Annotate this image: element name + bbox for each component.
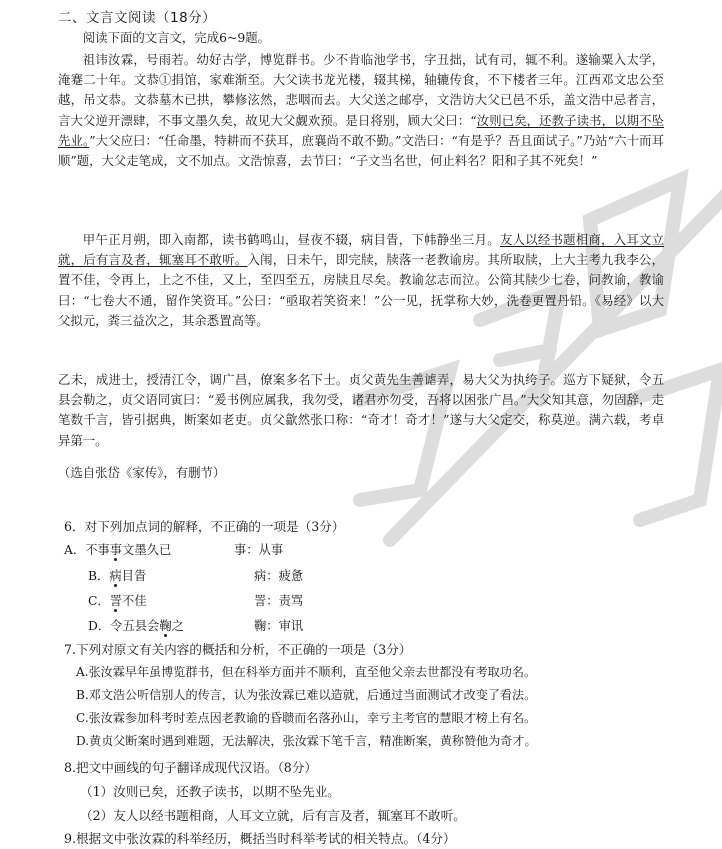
passage-source: （选自张岱《家传》，有删节）: [58, 465, 226, 480]
q7-option-c: C.张汝霖参加科考时差点因老教谕的昏聩而名落孙山，幸亏主考官的慧眼才榜上有名。: [76, 711, 537, 725]
q7-stem: 7.下列对原文有关内容的概括和分析，不正确的一项是（3分）: [64, 642, 412, 657]
passage-paragraph-2: 甲午正月朔，即入南都，读书鹤鸣山，昼夜不辍，病目眚，下帏静坐三月。友人以经书题相商，入耳文立就，后有言及者，辄塞耳不敢听。入闱，日未午，即完牍，牍落一老教谕房。其所取牍，上大主考九我李公，置不佳，令再上，上之不佳，又上，至四至五，房牍且尽矣。教谕忿志而泣。公简其牍少七卷，问教谕，教谕曰：“七卷大不通，留作笑资耳。”公曰：“亟取若笑资来！”公一见，抚掌称大妙，洗卷更置丹铅。《易经》以大父拟元，粪三益次之，其余悉置高等。: [58, 232, 665, 328]
passage-paragraph-1: 祖讳汝霖，号雨若。幼好古学，博览群书。少不肯临池学书，字丑拙，试有司，辄不利。遂输粟入太学，淹蹇二十年。文恭①捐馆，家难渐至。大父读书龙光楼，辍其梯，轴辘传食，不下楼者三年。江西邓文忠公至越，吊文恭。文恭墓木已拱，攀修泫然，悲咽而去。大父送之邮亭，文浩访大父已邑不乐，盖文浩中忌者言，言大父逆开漂肆，不事文墨久矣，故见大父觑欢预。是日将别，顾大父曰：“汝则已矣，还教子读书，以期不坠先业。”大父应曰：“任命墨，特耕而不获耳，庶襄尚不敢不勤。”文浩曰：“有是乎？吾且面试子。”乃站“六十而耳顺”题，大父走笔成，文不加点。文浩惊喜，去节曰：“子文当名世，何止料名？阳和子其不死矣！”: [58, 52, 665, 169]
underlined-sentence-1: 汝则已矣，还教子读书，以期不坠先业。: [58, 112, 665, 148]
q7-option-a: A.张汝霖早年虽博览群书，但在科举方面并不顺利，直至他父亲去世都没有考取功名。: [76, 665, 537, 679]
q6-gloss-a: 事：从事: [234, 543, 284, 557]
q8-item-1: （1）汝则已矣，还教子读书，以期不坠先业。: [80, 784, 340, 799]
instruction-text: 阅读下面的文言文，完成6~9题。: [82, 30, 271, 45]
q6-option-d: D．令五县会鞠之: [88, 619, 184, 633]
q8-item-2: （2）友人以经书题相商，人耳文立就，后有言及者，辄塞耳不敢听。: [80, 808, 466, 823]
q6-gloss-b: 病：疲惫: [254, 569, 304, 583]
q7-option-d: D.黄贞父断案时遇到难题，无法解决，张汝霖下笔千言，精准断案，黄称赞他为奇才。: [76, 734, 537, 748]
q6-option-b: B．病目眚: [88, 569, 147, 583]
underlined-sentence-2: 友人以经书题相商，入耳文立就，后有言及者，辄塞耳不敢听。: [58, 232, 665, 268]
passage-paragraph-3: 乙未，成进士，授清江令，调广昌，僚案多名下士。贞父黄先生善谑弄，易大父为执绔子。巡方下疑狱，令五县会勒之，贞父语同寅曰：“爰书例应属我，我勿受，诸君亦勿受，吾将以困张广昌。”大父知其意，勿固辞，走笔数千言，皆引据典，断案如老吏。贞父歙然张口称：“奇才！奇才！”遂与大父定交，称莫逆。满六载，考卓异第一。: [58, 372, 664, 448]
q6-option-c: C．詈不佳: [88, 594, 147, 608]
q6-gloss-d: 鞠：审讯: [254, 619, 304, 633]
q6-stem: 6．对下列加点词的解释，不正确的一项是（3分）: [64, 519, 345, 534]
q6-option-a: A．不事事文墨久已: [64, 543, 172, 557]
section-heading: 二、文言文阅读（18分）: [58, 10, 217, 26]
q7-option-b: B.邓文浩公听信别人的传言，认为张汝霖已难以造就，后通过当面测试才改变了看法。: [76, 688, 537, 702]
q6-gloss-c: 詈：责骂: [254, 594, 304, 608]
q8-stem: 8.把文中画线的句子翻译成现代汉语。（8分）: [64, 760, 318, 775]
q9-stem: 9.根据文中张汝霖的科举经历，概括当时科举考试的相关特点。（4分）: [64, 831, 456, 846]
